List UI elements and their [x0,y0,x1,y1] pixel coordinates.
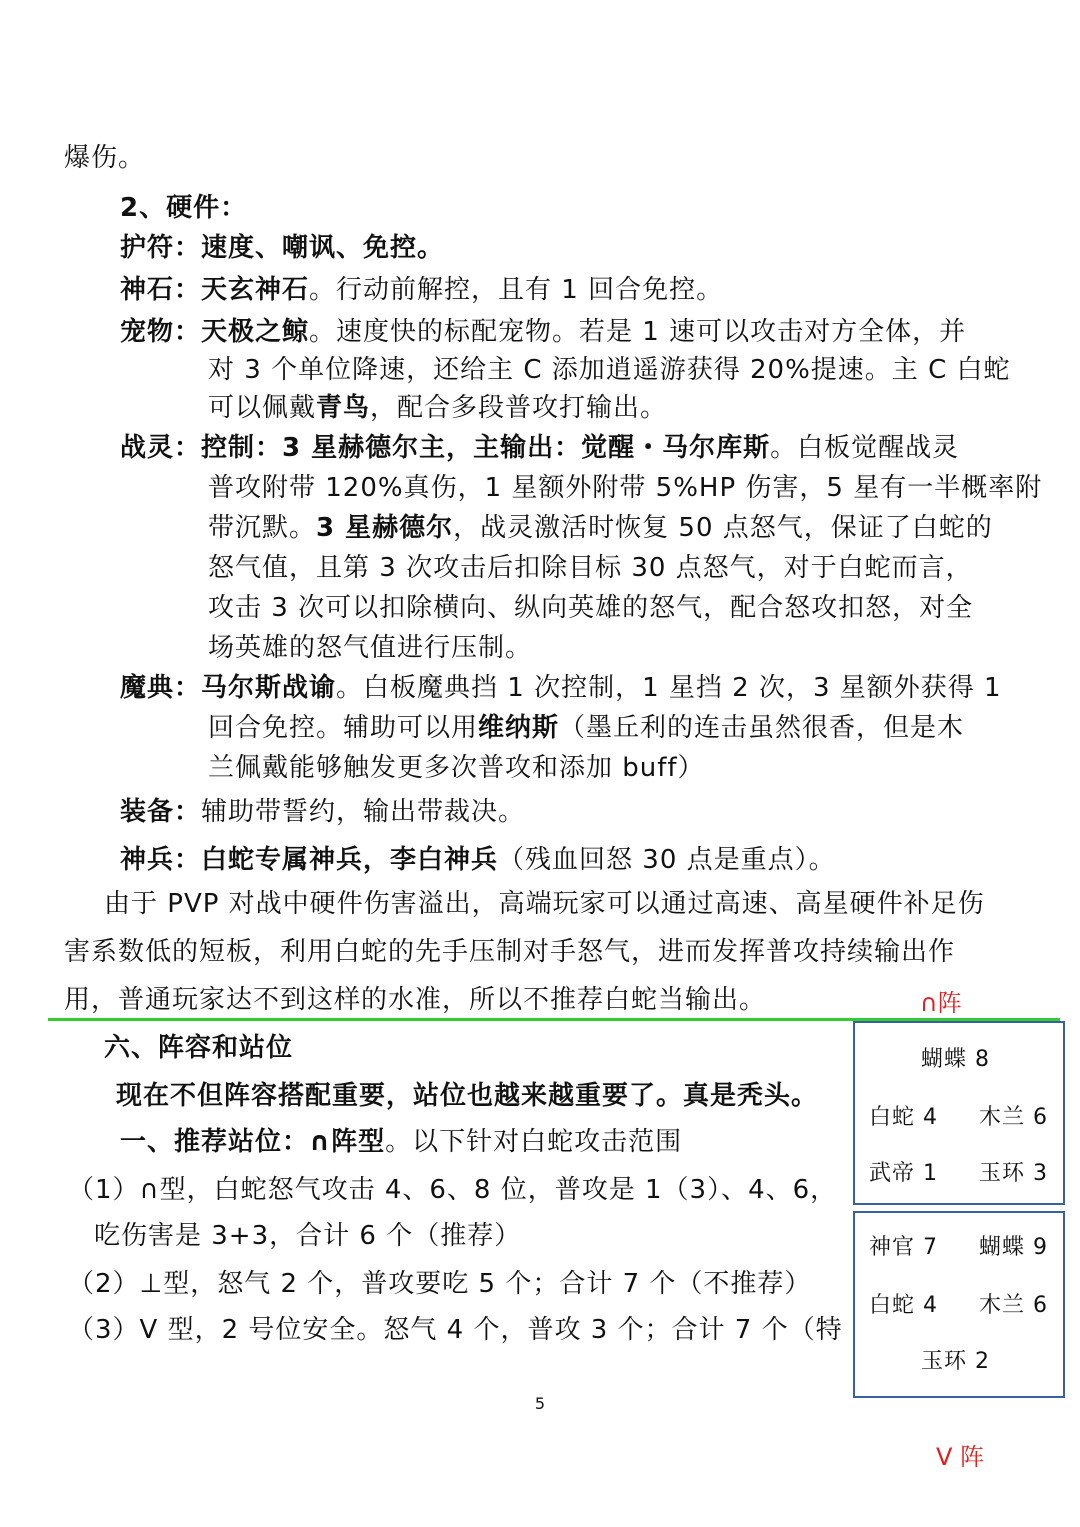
page-number: 5 [534,1394,546,1413]
line-5: 对 3 个单位降速，还给主 C 添加逍遥游获得 20%提速。主 C 白蛇 [208,355,1011,385]
text: 。以下针对白蛇攻击范围 [385,1127,683,1157]
line-pet [120,314,966,350]
line-11: 攻击 3 次可以扣除横向、纵向英雄的怒气，配合怒攻扣怒，对全 [208,593,974,623]
formation-b-slot: 白蛇 4 [869,1293,938,1318]
line-23 [120,1124,682,1160]
spirit-hedel: 3 星赫德尔 [316,513,454,543]
formation-b-slot: 蝴蝶 9 [979,1235,1048,1260]
formation-a-slot: 玉环 3 [979,1161,1048,1186]
grimoire-name: 马尔斯战谕 [201,673,337,703]
line-godstone [120,272,723,308]
pet-name: 天极之鲸 [201,317,310,347]
line-12: 场英雄的怒气值进行压制。 [208,633,533,663]
text: 辅助带誓约，输出带裁决。 [201,797,526,827]
text: 回合免控。辅助可以用 [208,713,479,743]
line-18: 由于 PVP 对战中硬件伤害溢出，高端玩家可以通过高速、高星硬件补足伤 [104,889,985,919]
label-grimoire: 魔典： [120,673,202,703]
label-godstone: 神石： [120,275,202,305]
formation-a-slot: 蝴蝶 8 [921,1047,990,1072]
line-grimoire [120,670,1002,706]
text: 带沉默。 [208,513,317,543]
godstone-desc: 。行动前解控，且有 1 回合免控。 [309,275,724,305]
line-spirit [120,430,959,466]
line-equipment [120,794,525,830]
formation-a-box [853,1021,1065,1205]
line-22: 现在不但阵容搭配重要，站位也越来越重要了。真是秃头。 [116,1081,819,1111]
line-0: 爆伤。 [64,143,146,173]
line-weapon [120,842,836,878]
text: （墨丘利的连击虽然很香，但是木 [559,713,965,743]
godstone-name: 天玄神石 [201,275,310,305]
text: 。白板魔典挡 1 次控制，1 星挡 2 次，3 星额外获得 1 [336,673,1002,703]
line-19: 害系数低的短板，利用白蛇的先手压制对手怒气，进而发挥普攻持续输出作 [64,937,956,967]
line-9 [208,510,993,546]
line-24: （1）∩型，白蛇怒气攻击 4、6、8 位，普攻是 1（3）、4、6， [68,1175,838,1205]
formation-b-slot: 玉环 2 [921,1349,990,1374]
label-equipment: 装备： [120,797,202,827]
weapon-names: 白蛇专属神兵，李白神兵 [201,845,499,875]
line-6 [208,390,667,426]
line-8: 普攻附带 120%真伤，1 星额外附带 5%HP 伤害，5 星有一半概率附 [208,473,1043,503]
line-10: 怒气值，且第 3 次攻击后扣除目标 30 点怒气，对于白蛇而言， [208,553,973,583]
formation-b-box [853,1211,1065,1398]
formation-b-slot: 神官 7 [869,1235,938,1260]
line-25: 吃伤害是 3+3，合计 6 个（推荐） [94,1221,522,1251]
line-amulet [120,230,444,266]
text: ，配合多段普攻打输出。 [370,393,668,423]
text: ，战灵激活时恢复 50 点怒气，保证了白蛇的 [453,513,993,543]
heading-formation: 六、阵容和站位 [104,1033,294,1063]
line-15: 兰佩戴能够触发更多次普攻和添加 buff） [208,753,705,783]
formation-a-label: ∩阵 [920,989,962,1017]
formation-a-slot: 木兰 6 [979,1105,1048,1130]
line-20: 用，普通玩家达不到这样的水准，所以不推荐白蛇当输出。 [64,985,767,1015]
text: 可以佩戴 [208,393,317,423]
formation-a-slot: 白蛇 4 [869,1105,938,1130]
label-spirit: 战灵： [120,433,202,463]
formation-b-slot: 木兰 6 [979,1293,1048,1318]
amulet-value: 速度、嘲讽、免控。 [201,233,445,263]
heading-hardware: 2、硬件： [120,193,248,223]
bird-name: 青鸟 [316,393,371,423]
line-26: （2）⊥型，怒气 2 个，普攻要吃 5 个；合计 7 个（不推荐） [68,1269,812,1299]
label-amulet: 护符： [120,233,202,263]
text: 。白板觉醒战灵 [770,433,960,463]
label-weapon: 神兵： [120,845,202,875]
pet-desc: 。速度快的标配宠物。若是 1 速可以攻击对方全体，并 [309,317,967,347]
formation-a-slot: 武帝 1 [869,1161,938,1186]
recommend-formation: 一、推荐站位：∩阵型 [120,1127,386,1157]
line-14 [208,710,964,746]
formation-b-label: V 阵 [936,1443,985,1471]
venus-name: 维纳斯 [478,713,560,743]
line-27: （3）V 型，2 号位安全。怒气 4 个，普攻 3 个；合计 7 个（特 [68,1315,843,1345]
text: （残血回怒 30 点是重点）。 [498,845,836,875]
label-pet: 宠物： [120,317,202,347]
spirit-names: 控制：3 星赫德尔主，主输出：觉醒・马尔库斯 [201,433,771,463]
